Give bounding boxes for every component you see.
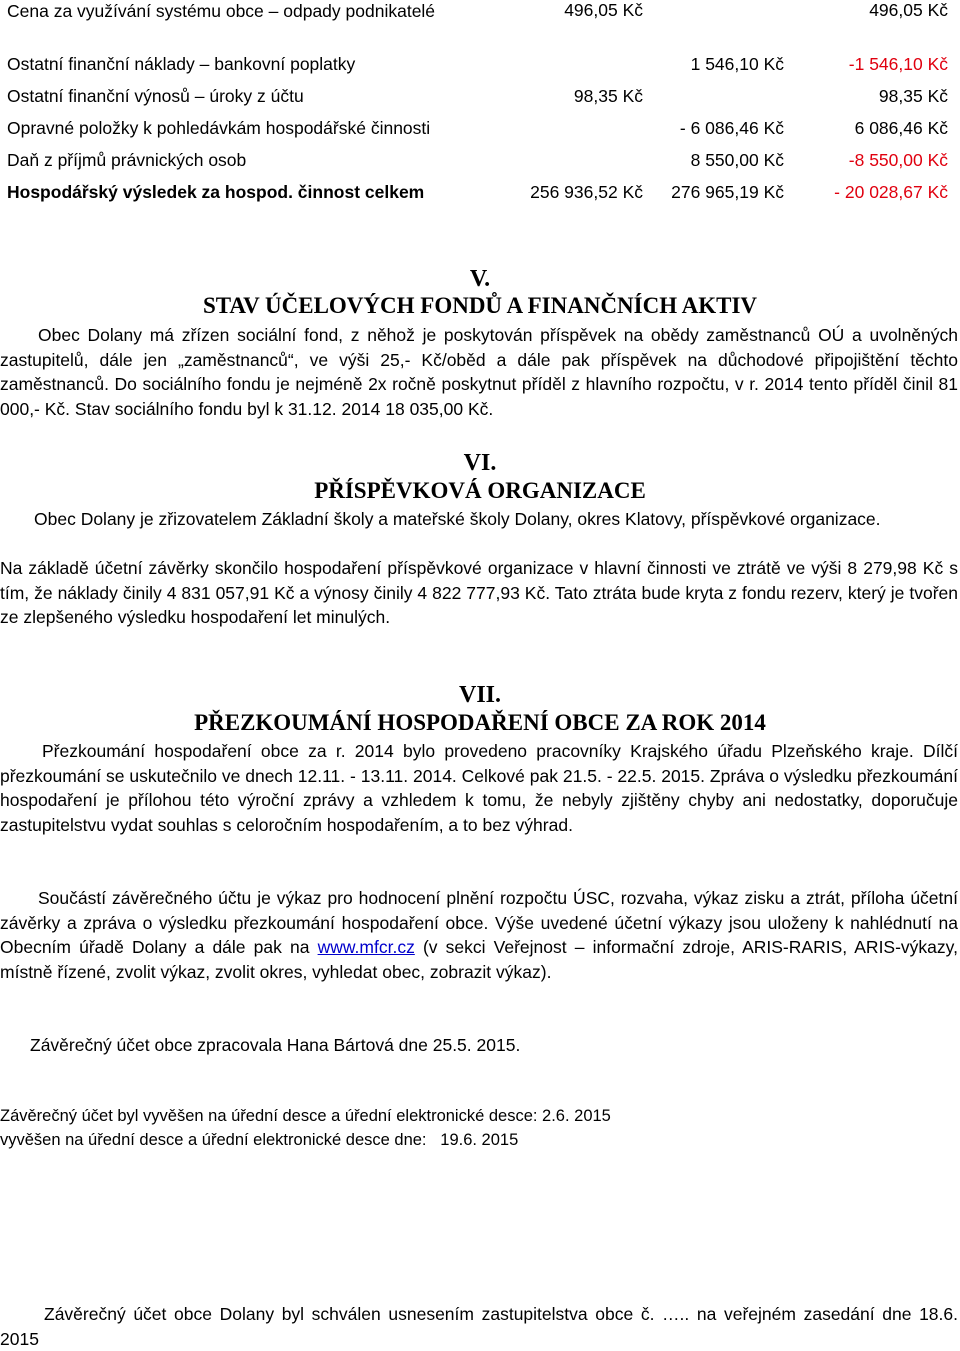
row-col-a: 98,35 Kč (573, 86, 643, 106)
row-col-b: 1 546,10 Kč (690, 54, 784, 74)
row-col-c: -8 550,00 Kč (848, 150, 948, 170)
section-body: Na základě účetní závěrky skončilo hospodaření příspěvkové organizace v hlavní činnosti ve ztrátě ve výši 8 279,98 Kč s tím, že náklady činily 4 831 057,91 Kč a výnosy činily 4 822 777,93 Kč. Tato ztráta bude kryta z fondu rezerv, který je tvořen ze zlepšeného výsledku hospodaření let minulých. (0, 558, 958, 628)
paragraph-text: Součástí závěrečného účtu je výkaz pro hodnocení plnění rozpočtu ÚSC, rozvaha, výkaz zisku a ztrát, příloha účetní závěrky a zpráva o výsledku přezkoumání hospodaření obce. Výše uvedené účetní výkazy jsou uloženy k nahlédnutí na Obecním úřadě Dolany a dále pak na (0, 888, 958, 958)
row-col-c: 98,35 Kč (878, 86, 948, 106)
row-col-c: 6 086,46 Kč (854, 118, 948, 138)
section-body: Přezkoumání hospodaření obce za r. 2014 bylo provedeno pracovníky Krajského úřadu Plzeňského kraje. Dílčí přezkoumání se uskutečnilo ve dnech 12.11. - 13.11. 2014. Celkové pak 21.5. - 22.5. 2015. Zpráva o výsledku přezkoumání hospodaření je přílohou této výroční zprávy a vzhledem k tomu, že nebyly zjištěny chyby ani nedostatky, doporučuje zastupitelstvu vydat souhlas s celoročním hospodařením, a to bez výhrad. (0, 741, 958, 835)
row-label: Daň z příjmů právnických osob (7, 150, 247, 170)
row-label: Ostatní finanční náklady – bankovní poplatky (7, 54, 356, 74)
section-number: V. (469, 266, 491, 292)
section-title: STAV ÚČELOVÝCH FONDŮ A FINANČNÍCH AKTIV (203, 293, 757, 318)
removed-date: vyvěšen na úřední desce a úřední elektronické desce dne: 19.6. 2015 (0, 1131, 519, 1149)
section-number: VII. (458, 682, 501, 708)
row-col-b: - 6 086,46 Kč (679, 118, 784, 138)
approval-note: Závěrečný účet obce Dolany byl schválen usnesením zastupitelstva obce č. ….. na veřejném zasedání dne 18.6. 2015 (0, 1304, 958, 1349)
section-title: PŘÍSPĚVKOVÁ ORGANIZACE (314, 478, 646, 503)
row-col-a: 256 936,52 Kč (530, 182, 643, 202)
row-col-b: 276 965,19 Kč (671, 182, 784, 202)
mfcr-link[interactable]: www.mfcr.cz (317, 937, 415, 958)
paragraph-text: (v sekci Veřejnost – informační zdroje, ARIS-RARIS, ARIS-výkazy, místně řízené, zvolit výkaz, zvolit okres, vyhledat obec, zobrazit výkaz). (0, 937, 958, 982)
section-title: PŘEZKOUMÁNÍ HOSPODAŘENÍ OBCE ZA ROK 2014 (194, 710, 766, 735)
statements-paragraph (0, 886, 958, 984)
row-label: Cena za využívání systému obce – odpady podnikatelé (7, 1, 436, 21)
row-label: Ostatní finanční výnosů – úroky z účtu (7, 86, 304, 106)
section-number: VI. (463, 450, 497, 476)
row-col-b: 8 550,00 Kč (690, 150, 784, 170)
row-label: Hospodářský výsledek za hospod. činnost celkem (7, 182, 425, 202)
section-body: Obec Dolany má zřízen sociální fond, z něhož je poskytován příspěvek na obědy zaměstnanců OÚ a uvolněných zastupitelů, dále jen „zaměstnanců“, ve výši 25,- Kč/oběd a dále pak příspěvek na důchodové připojištění těchto zaměstnanců. Do sociálního fondu je nejméně 2x ročně poskytnut příděl z hlavního rozpočtu, v r. 2014 tento příděl činil 81 000,- Kč. Stav sociálního fondu byl k 31.12. 2014 18 035,00 Kč. (0, 325, 958, 419)
posted-date: Závěrečný účet byl vyvěšen na úřední desce a úřední elektronické desce: 2.6. 2015 (0, 1107, 611, 1125)
row-col-c: -1 546,10 Kč (848, 54, 948, 74)
row-col-a: 496,05 Kč (564, 0, 643, 20)
row-col-c: 496,05 Kč (869, 0, 948, 20)
row-col-c: - 20 028,67 Kč (834, 182, 948, 202)
prepared-by: Závěrečný účet obce zpracovala Hana Bártová dne 25.5. 2015. (30, 1035, 521, 1055)
section-body: Obec Dolany je zřizovatelem Základní školy a mateřské školy Dolany, okres Klatovy, příspěvkové organizace. (34, 509, 881, 529)
row-label: Opravné položky k pohledávkám hospodářské činnosti (7, 118, 431, 138)
